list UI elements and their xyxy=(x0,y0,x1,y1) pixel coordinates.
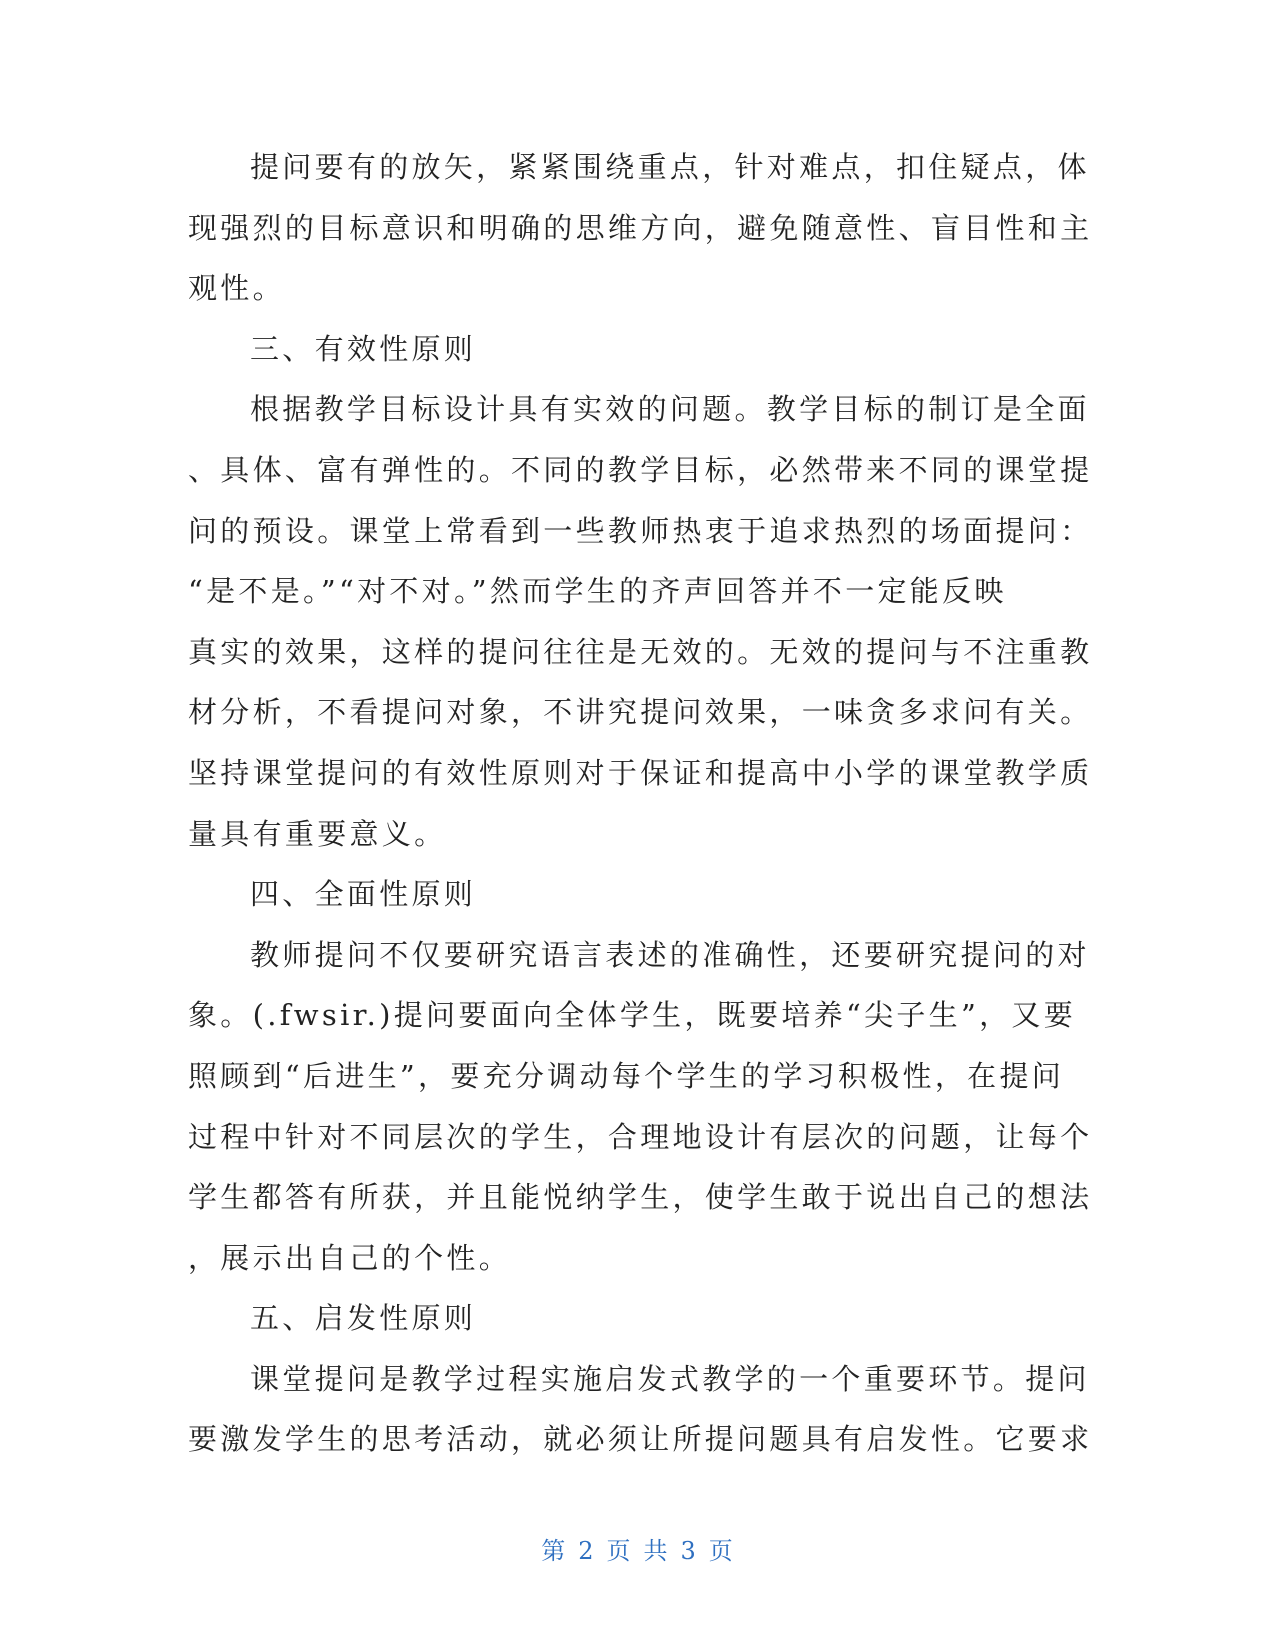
footer-total-unit: 页 xyxy=(708,1537,734,1565)
paragraph-line: “是不是。”“对不对。”然而学生的齐声回答并不一定能反映 xyxy=(188,574,1007,609)
paragraph-line: 量具有重要意义。 xyxy=(188,816,447,851)
paragraph-line: 过程中针对不同层次的学生，合理地设计有层次的问题，让每个 xyxy=(188,1119,1093,1154)
paragraph-line: 真实的效果，这样的提问往往是无效的。无效的提问与不注重教 xyxy=(188,634,1093,669)
paragraph-line: 根据教学目标设计具有实效的问题。教学目标的制订是全面 xyxy=(250,392,1090,427)
paragraph-line: 课堂提问是教学过程实施启发式教学的一个重要环节。提问 xyxy=(250,1361,1090,1396)
section-heading: 五、启发性原则 xyxy=(250,1301,477,1336)
footer-page-label: 第 xyxy=(541,1537,567,1565)
section-heading: 四、全面性原则 xyxy=(250,877,477,912)
paragraph-line: 观性。 xyxy=(188,271,285,306)
paragraph-line: 提问要有的放矢，紧紧围绕重点，针对难点，扣住疑点，体 xyxy=(250,150,1090,184)
footer-total-pages: 3 xyxy=(680,1537,697,1565)
section-heading: 三、有效性原则 xyxy=(250,331,477,366)
footer-page-unit: 页 xyxy=(606,1537,632,1565)
paragraph-line: 照顾到“后进生”，要充分调动每个学生的学习积极性，在提问 xyxy=(188,1058,1065,1093)
footer-current-page: 2 xyxy=(578,1537,595,1565)
paragraph-line: 材分析，不看提问对象，不讲究提问效果，一味贪多求问有关。 xyxy=(188,695,1093,730)
paragraph-line: 学生都答有所获，并且能悦纳学生，使学生敢于说出自己的想法 xyxy=(188,1180,1093,1215)
paragraph-line: 象。(.fwsir.)提问要面向全体学生，既要培养“尖子生”，又要 xyxy=(188,998,1077,1033)
paragraph-line: 要激发学生的思考活动，就必须让所提问题具有启发性。它要求 xyxy=(188,1422,1093,1457)
paragraph-line: 教师提问不仅要研究语言表述的准确性，还要研究提问的对 xyxy=(250,937,1090,972)
paragraph-line: 坚持课堂提问的有效性原则对于保证和提高中小学的课堂教学质 xyxy=(188,755,1093,790)
paragraph-line: 问的预设。课堂上常看到一些教师热衷于追求热烈的场面提问： xyxy=(188,513,1093,548)
footer-total-label: 共 xyxy=(643,1537,669,1565)
paragraph-line: 现强烈的目标意识和明确的思维方向，避免随意性、盲目性和主 xyxy=(188,210,1093,245)
document-body xyxy=(188,137,1093,1470)
page-footer xyxy=(0,1531,1275,1566)
paragraph-line: 、具体、富有弹性的。不同的教学目标，必然带来不同的课堂提 xyxy=(188,452,1093,487)
paragraph-line: ，展示出自己的个性。 xyxy=(188,1240,512,1275)
